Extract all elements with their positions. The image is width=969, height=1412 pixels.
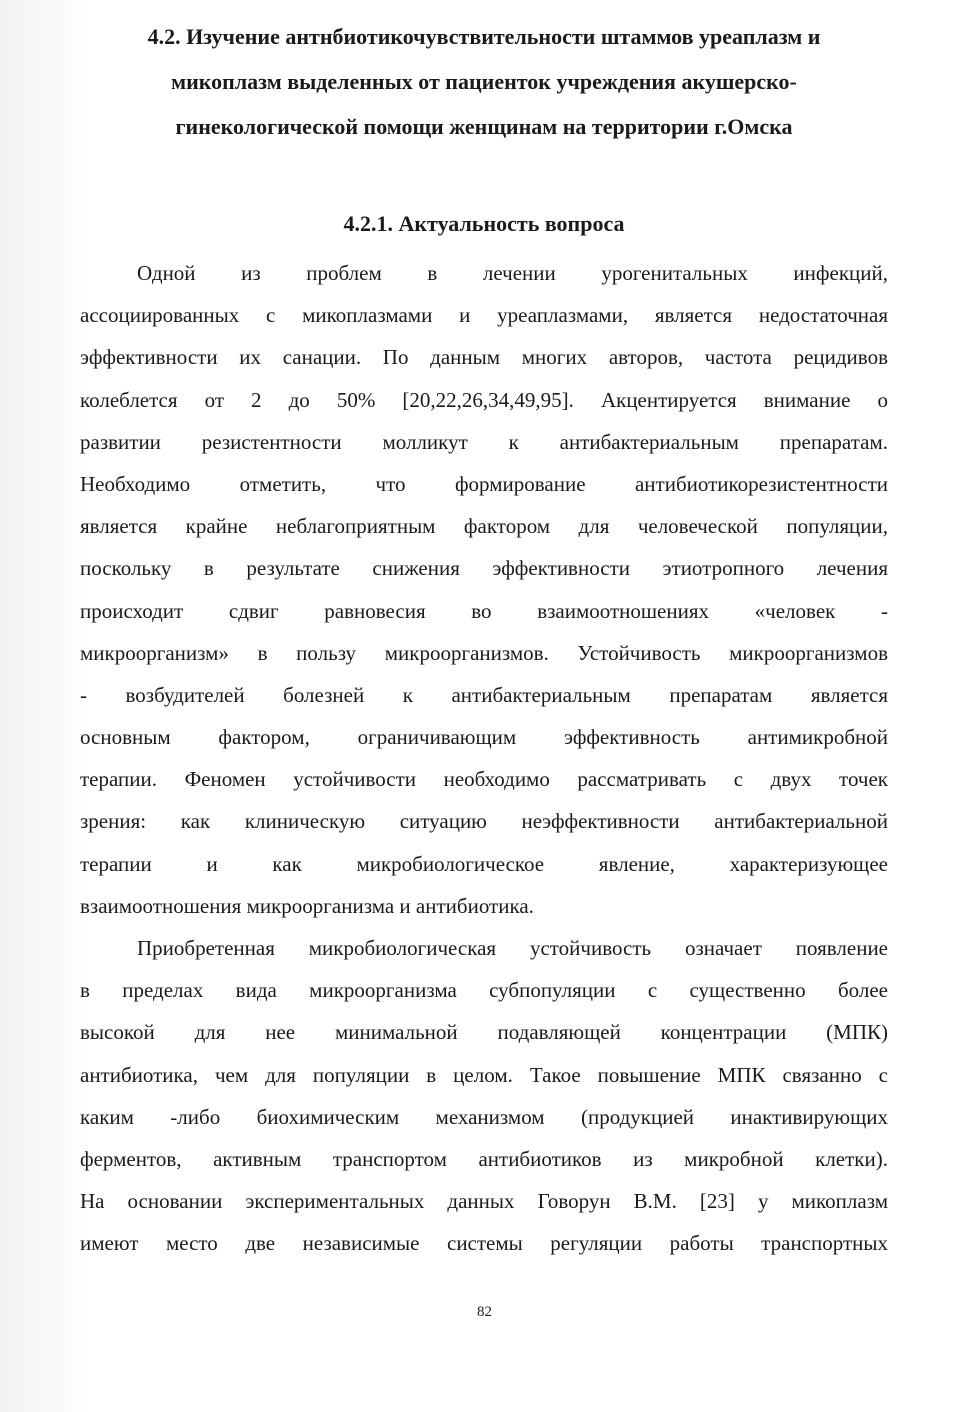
paragraph-2 <box>80 927 888 1265</box>
text-line: Необходимо отметить, что формирование антибиотикорезистентности <box>80 471 888 496</box>
text-line: Одной из проблем в лечении урогенитальных инфекций, <box>137 261 888 285</box>
text-line: высокой для нее минимальной подавляющей концентрации (МПК) <box>80 1020 888 1045</box>
text-line: поскольку в результате снижения эффективности этиотропного лечения <box>80 556 888 581</box>
text-line: в пределах вида микроорганизма субпопуляции с существенно более <box>80 978 888 1003</box>
text-line: Приобретенная микробиологическая устойчивость означает появление <box>137 936 888 960</box>
section-heading-line: гинекологической помощи женщинам на территории г.Омска <box>175 114 793 139</box>
section-heading-line: 4.2. Изучение антнбиотикочувствительности штаммов уреаплазм и <box>147 24 821 49</box>
subsection-heading: 4.2.1. Актуальность вопроса <box>343 211 625 236</box>
text-line: ферментов, активным транспортом антибиотиков из микробной клетки). <box>80 1146 888 1171</box>
text-line: антибиотика, чем для популяции в целом. Такое повышение МПК связанно с <box>80 1062 888 1087</box>
text-line: терапии. Феномен устойчивости необходимо рассматривать с двух точек <box>80 767 888 792</box>
text-line: является крайне неблагоприятным фактором для человеческой популяции, <box>80 514 888 539</box>
text-line: колеблется от 2 до 50% [20,22,26,34,49,95]. Акцентируется внимание о <box>80 387 888 412</box>
section-heading-line: микоплазм выделенных от пациенток учреждения акушерско- <box>171 69 797 94</box>
text-line: - возбудителей болезней к антибактериальным препаратам является <box>80 682 888 707</box>
text-line: имеют место две независимые системы регуляции работы транспортных <box>80 1231 888 1256</box>
text-line: развитии резистентности молликут к антибактериальным препаратам. <box>80 429 888 454</box>
text-line: основным фактором, ограничивающим эффективность антимикробной <box>80 725 888 750</box>
section-heading <box>80 14 888 149</box>
text-line: ассоциированных с микоплазмами и уреаплазмами, является недостаточная <box>80 303 888 328</box>
text-line: зрения: как клиническую ситуацию неэффективности антибактериальной <box>80 809 888 834</box>
text-line: взаимоотношения микроорганизма и антибиотика. <box>80 893 534 918</box>
paragraph-1 <box>80 252 888 927</box>
text-line: терапии и как микробиологическое явление, характеризующее <box>80 851 888 876</box>
scan-edge-shadow <box>0 0 92 1412</box>
text-line: происходит сдвиг равновесия во взаимоотношениях «человек - <box>80 598 888 623</box>
text-line: На основании экспериментальных данных Говорун В.М. [23] у микоплазм <box>80 1189 888 1214</box>
text-line: каким -либо биохимическим механизмом (продукцией инактивирующих <box>80 1104 888 1129</box>
text-line: эффективности их санации. По данным многих авторов, частота рецидивов <box>80 345 888 370</box>
text-line: микроорганизм» в пользу микроорганизмов. Устойчивость микроорганизмов <box>80 640 888 665</box>
page-number: 82 <box>477 1304 492 1320</box>
